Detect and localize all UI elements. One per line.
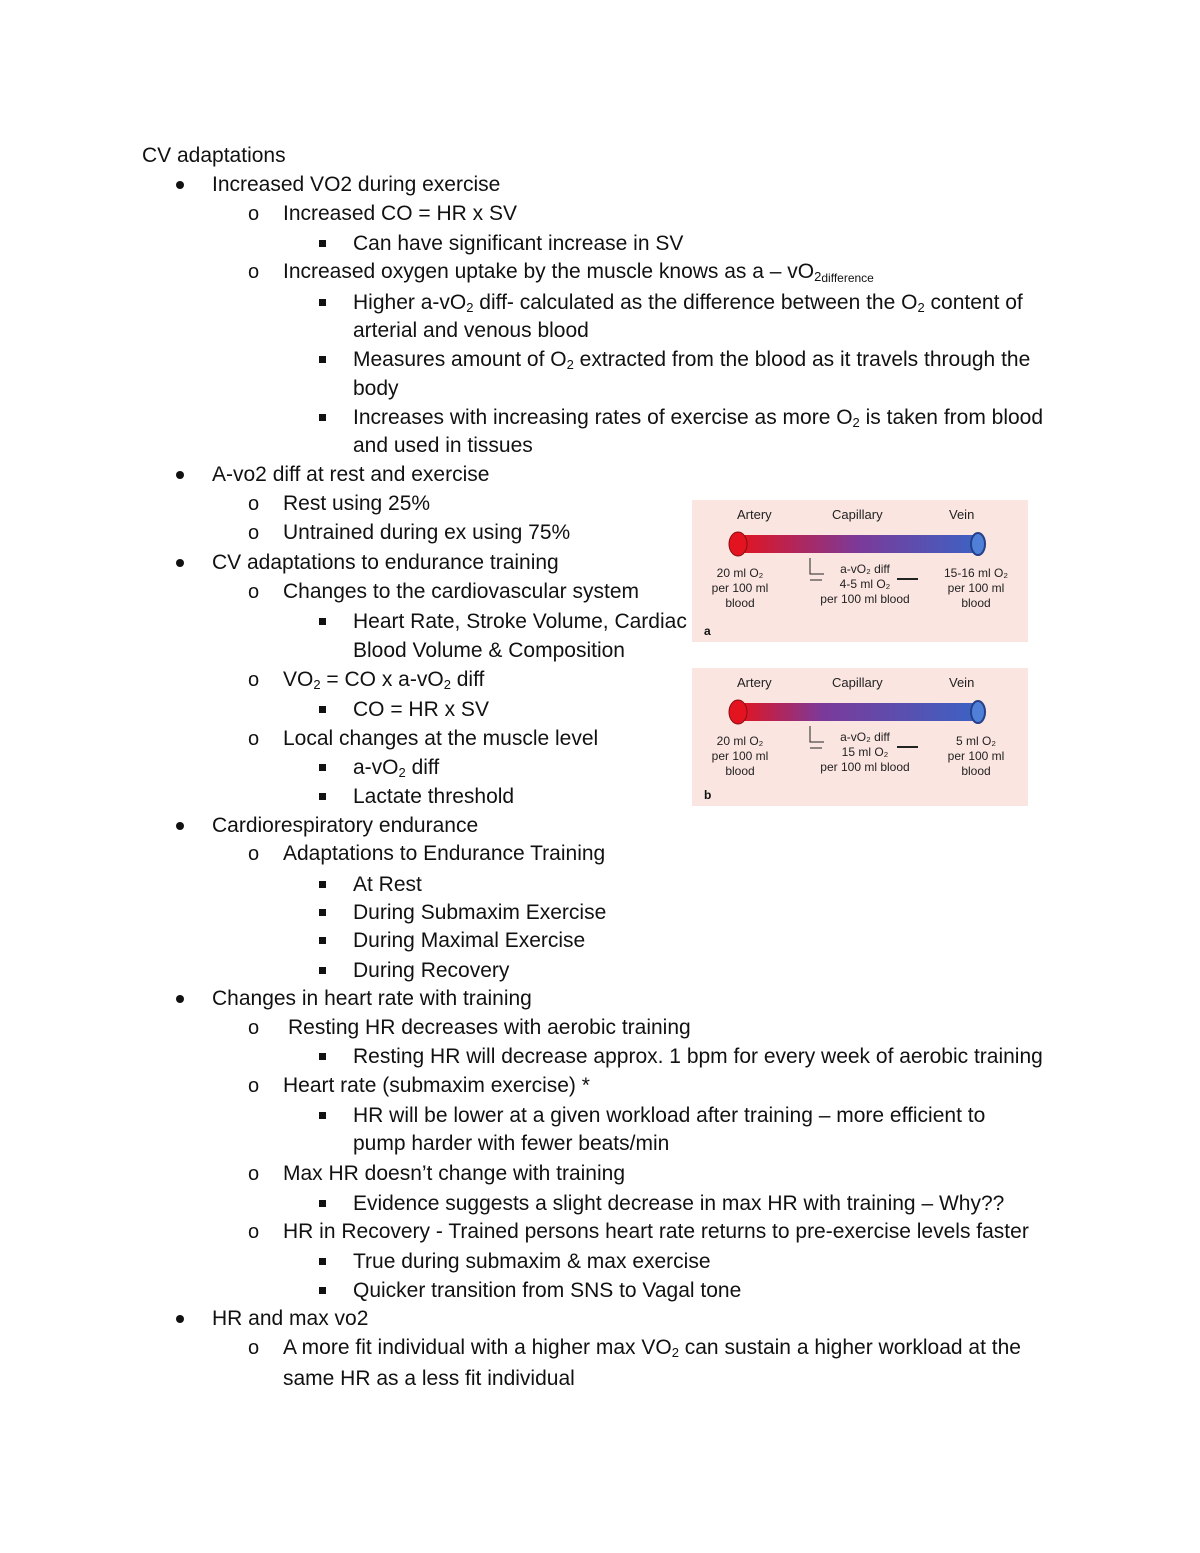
list-item (283, 258, 874, 292)
vein-end (971, 533, 985, 555)
bullet-circle: o (248, 669, 260, 691)
text-run: per 100 ml (711, 581, 769, 595)
subscript-tail: difference (821, 271, 874, 285)
list-item: True during submaxim & max exercise (353, 1250, 711, 1273)
list-item: CV adaptations to endurance training (212, 551, 559, 574)
vessel-tube (738, 703, 980, 721)
subscript: 2 (313, 677, 321, 692)
artery-label: Artery (737, 507, 772, 522)
list-item: During Recovery (353, 959, 510, 982)
text-run: Increased oxygen uptake by the muscle knows as a – vO (283, 260, 815, 283)
list-item: Evidence suggests a slight decrease in max HR with training – Why?? (353, 1192, 1005, 1215)
text-run: 20 ml O₂ (716, 566, 764, 580)
subscript: 2 (917, 300, 925, 315)
vein-label: Vein (949, 507, 975, 522)
panel-letter: b (704, 788, 712, 802)
artery-label: Artery (737, 675, 772, 690)
text-run: diff (405, 756, 440, 779)
bullet-circle: o (248, 1337, 260, 1359)
artery-o2-content (700, 734, 780, 779)
vein-o2-content (936, 734, 1016, 779)
subscript: 2 (398, 765, 406, 780)
capillary-label: Capillary (832, 507, 883, 522)
subscript: 2 (814, 269, 822, 284)
list-item: Heart rate (submaxim exercise) * (283, 1074, 590, 1097)
text-run: Higher a-vO (353, 291, 467, 314)
list-item-continuation: arterial and venous blood (353, 319, 589, 342)
list-item: A-vo2 diff at rest and exercise (212, 463, 490, 486)
text-run: blood (725, 596, 755, 610)
list-item-continuation: body (353, 377, 399, 400)
list-item (283, 666, 484, 699)
list-item: Resting HR will decrease approx. 1 bpm for every week of aerobic training (353, 1045, 1043, 1068)
bullet-circle: o (248, 728, 260, 750)
text-run: 15-16 ml O₂ (943, 566, 1008, 580)
list-item: Changes to the cardiovascular system (283, 580, 640, 603)
text-run: extracted from the blood as it travels through the (573, 348, 1031, 371)
bullet-circle: o (248, 522, 260, 544)
subscript: 2 (671, 1345, 679, 1360)
list-item: Adaptations to Endurance Training (283, 842, 606, 865)
bullet-circle: o (248, 581, 260, 603)
list-item (283, 1334, 1021, 1367)
bullet-circle: o (248, 493, 260, 515)
text-run: Measures amount of O (353, 348, 567, 371)
avo2-diff-value (810, 562, 920, 607)
avo2-diff-value (810, 730, 920, 775)
text-run: 20 ml O₂ (716, 734, 764, 748)
text-run: per 100 ml blood (820, 592, 910, 606)
list-item-continuation: same HR as a less fit individual (283, 1367, 575, 1390)
list-item: HR in Recovery - Trained persons heart rate returns to pre-exercise levels faster (283, 1220, 1029, 1243)
list-item: Max HR doesn’t change with training (283, 1162, 626, 1185)
avo2-diagram-exercise (692, 668, 1028, 806)
subscript: 2 (466, 300, 474, 315)
bullet-circle: o (248, 1163, 260, 1185)
text-run: per 100 ml (947, 581, 1005, 595)
list-item: Quicker transition from SNS to Vagal tone (353, 1279, 742, 1302)
text-run: blood (961, 596, 991, 610)
text-run: blood (725, 764, 755, 778)
subscript: 2 (852, 415, 860, 430)
list-item-continuation: pump harder with fewer beats/min (353, 1132, 670, 1155)
bullet-circle: o (248, 1017, 260, 1039)
vein-end (971, 701, 985, 723)
list-item: CO = HR x SV (353, 698, 489, 721)
list-item: Heart Rate, Stroke Volume, Cardiac (353, 610, 687, 633)
bullet-circle: o (248, 1221, 260, 1243)
subscript: 2 (443, 677, 451, 692)
bullet-circle: o (248, 843, 260, 865)
bullet-circle: o (248, 261, 260, 283)
text-run: content of (924, 291, 1023, 314)
list-item: Can have significant increase in SV (353, 232, 684, 255)
list-item: Untrained during ex using 75% (283, 521, 571, 544)
panel-letter: a (704, 624, 711, 638)
heading-cv-adaptations: CV adaptations (142, 144, 286, 167)
text-run: 4-5 ml O₂ (839, 577, 891, 591)
list-item-continuation: Blood Volume & Composition (353, 639, 625, 662)
artery-o2-content (700, 566, 780, 611)
list-item: HR will be lower at a given workload after training – more efficient to (353, 1104, 986, 1127)
list-item: Lactate threshold (353, 785, 515, 808)
list-item: During Submaxim Exercise (353, 901, 607, 924)
list-item: Resting HR decreases with aerobic training (288, 1016, 691, 1039)
list-item: Cardiorespiratory endurance (212, 814, 479, 837)
list-item (353, 346, 1030, 379)
artery-end (729, 700, 747, 724)
text-run: a-vO₂ diff (840, 730, 890, 744)
text-run: diff (450, 668, 485, 691)
subscript: 2 (566, 357, 574, 372)
text-run: = CO x a-vO (320, 668, 444, 691)
text-run: can sustain a higher workload at the (678, 1336, 1021, 1359)
text-run: A more fit individual with a higher max VO (283, 1336, 672, 1359)
artery-end (729, 532, 747, 556)
text-run: VO (283, 668, 314, 691)
text-run: diff- calculated as the difference between the O (473, 291, 918, 314)
capillary-label: Capillary (832, 675, 883, 690)
text-run: blood (961, 764, 991, 778)
list-item-continuation: and used in tissues (353, 434, 533, 457)
text-run: a-vO (353, 756, 399, 779)
list-item: Changes in heart rate with training (212, 987, 532, 1010)
bullet-circle: o (248, 203, 260, 225)
text-run: Increases with increasing rates of exercise as more O (353, 406, 853, 429)
text-run: per 100 ml (947, 749, 1005, 763)
avo2-diagram-rest (692, 500, 1028, 642)
text-run: per 100 ml blood (820, 760, 910, 774)
list-item: Rest using 25% (283, 492, 431, 515)
text-run: is taken from blood (859, 406, 1044, 429)
text-run: 5 ml O₂ (956, 734, 996, 748)
list-item: Increased CO = HR x SV (283, 202, 518, 225)
list-item: During Maximal Exercise (353, 929, 586, 952)
list-item: Increased VO2 during exercise (212, 173, 501, 196)
list-item: At Rest (353, 873, 422, 896)
list-item: Local changes at the muscle level (283, 727, 599, 750)
text-run: per 100 ml (711, 749, 769, 763)
text-run: a-vO₂ diff (840, 562, 890, 576)
vein-o2-content (936, 566, 1016, 611)
list-item: HR and max vo2 (212, 1307, 369, 1330)
text-run: 15 ml O₂ (841, 745, 889, 759)
vessel-tube (738, 535, 980, 553)
vein-label: Vein (949, 675, 975, 690)
bullet-circle: o (248, 1075, 260, 1097)
